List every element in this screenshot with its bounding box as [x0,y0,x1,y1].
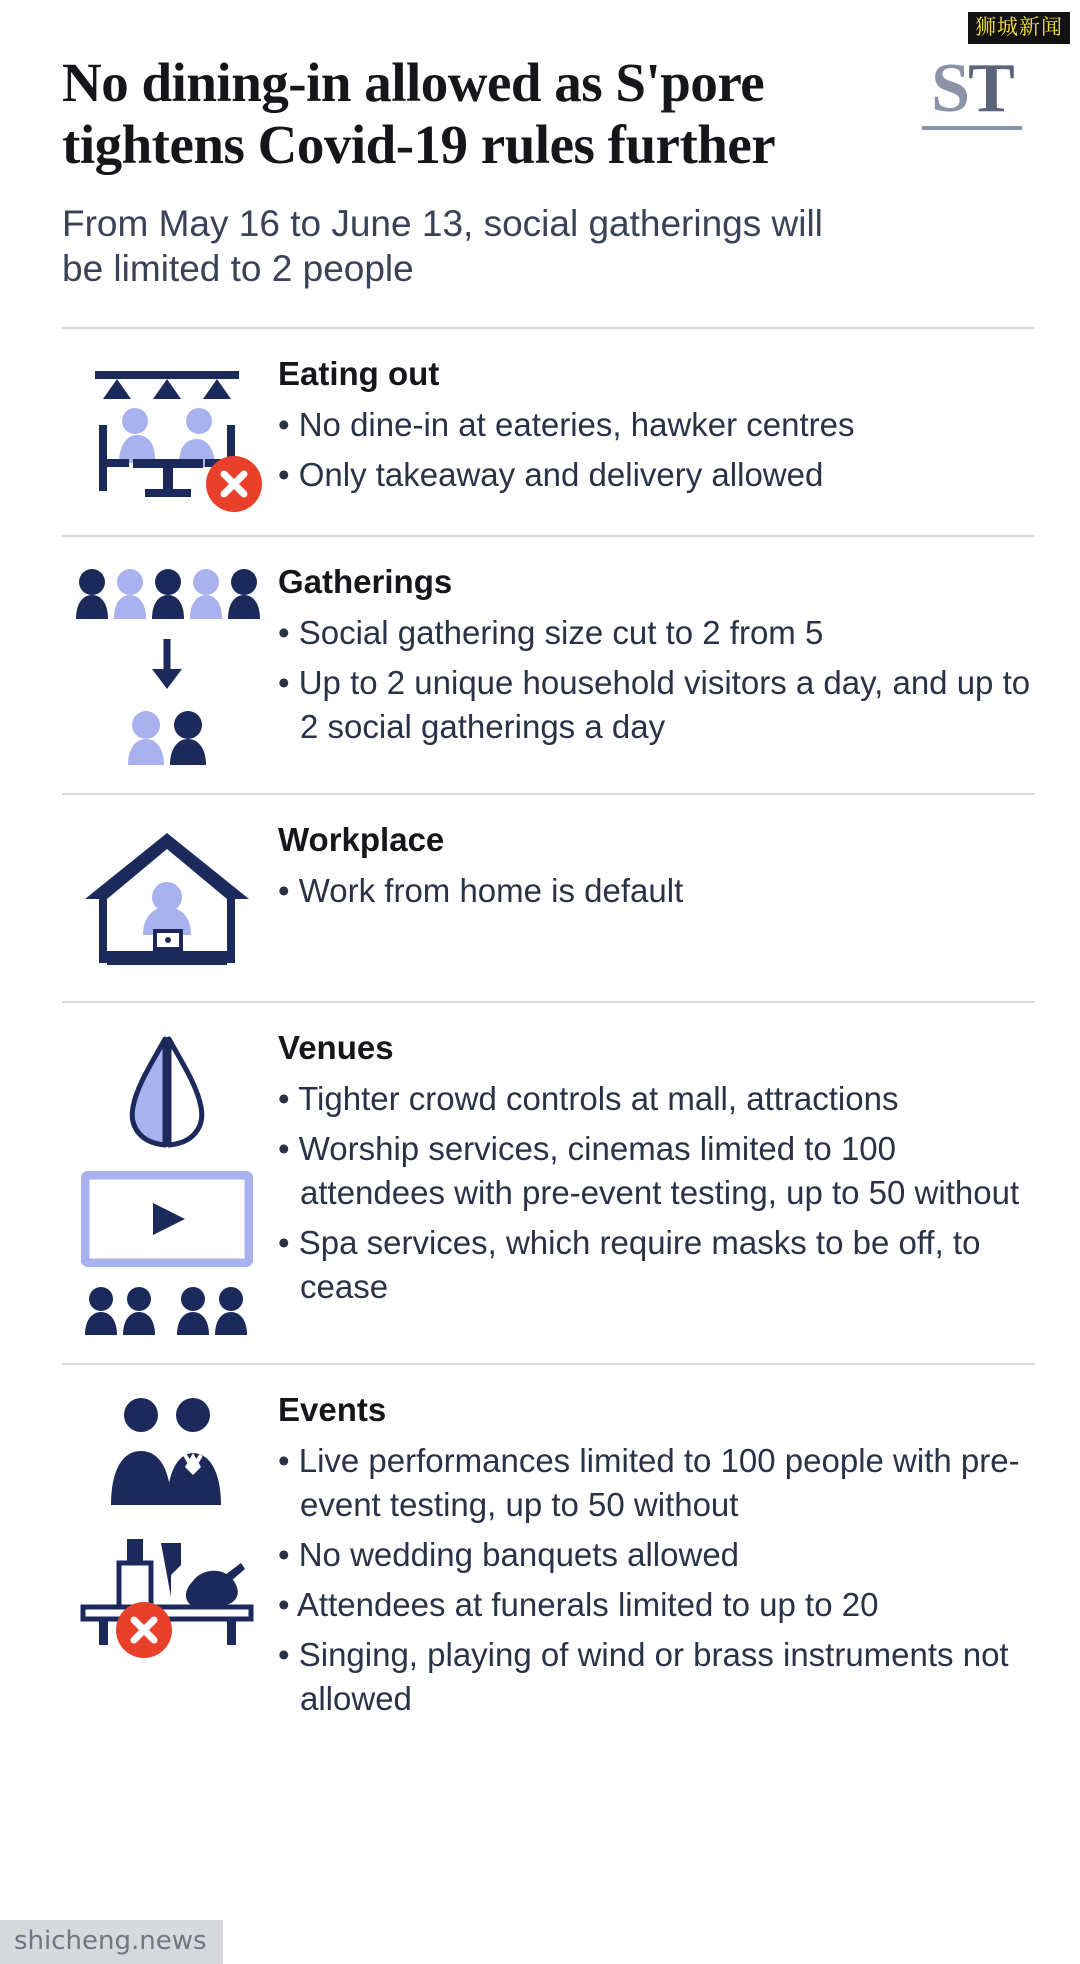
section-bullet: • Live performances limited to 100 people with pre-event testing, up to 50 without [278,1442,1020,1524]
section-bullet: • Work from home is default [278,872,684,910]
wedding-couple-icon [97,1395,237,1507]
section-eating-out [62,327,1035,535]
page-subtitle: From May 16 to June 13, social gatherings will be limited to 2 people [62,203,823,290]
section-title: Venues [278,1029,394,1067]
text-column [272,821,1035,919]
masthead-letter-s: S [931,50,969,127]
section-title: Events [278,1391,387,1429]
no-entry-icon [203,453,265,515]
straits-times-masthead [922,50,1022,130]
icon-column [62,563,272,767]
section-bullet: • Up to 2 unique household visitors a day, and up to 2 social gatherings a day [278,664,1031,746]
section-gatherings [62,535,1035,793]
praying-hands-icon [107,1033,227,1153]
text-column [272,355,1035,503]
section-title: Eating out [278,355,440,393]
section-bullet: • Attendees at funerals limited to up to 20 [278,1586,879,1624]
five-people-icon [74,567,260,621]
masthead-letters [922,50,1022,127]
icon-column [62,355,272,509]
down-arrow-icon [147,639,187,691]
icon-column [62,1029,272,1337]
section-bullet: • Singing, playing of wind or brass instruments not allowed [278,1635,1009,1717]
section-events [62,1363,1035,1752]
sections-list [40,327,1040,1752]
text-column [272,1391,1035,1726]
two-people-icon [122,709,212,767]
watermark-top-right: 狮城新闻 [968,12,1070,44]
section-bullet: • No dine-in at eateries, hawker centres [278,406,855,444]
section-bullet: • Tighter crowd controls at mall, attractions [278,1080,899,1118]
banquet-table-icon [75,1525,259,1645]
page-title: No dining-in allowed as S'pore tightens Covid-19 rules further [62,52,776,175]
section-title: Workplace [278,821,445,859]
section-workplace [62,793,1035,1001]
audience-seats-icon [81,1285,253,1337]
section-bullet: • Social gathering size cut to 2 from 5 [278,614,824,652]
icon-column [62,821,272,975]
section-bullet: • No wedding banquets allowed [278,1536,740,1574]
section-bullet: • Worship services, cinemas limited to 100 attendees with pre-event testing, up to 50 without [278,1130,1020,1212]
text-column [272,1029,1035,1314]
house-with-person-at-laptop-icon [77,825,257,975]
masthead-letter-t: T [968,50,1013,127]
section-venues [62,1001,1035,1363]
watermark-bottom-left: shicheng.news [0,1920,223,1964]
section-bullet: • Spa services, which require masks to be off, to cease [278,1224,981,1305]
text-column [272,563,1035,755]
section-title: Gatherings [278,563,453,601]
icon-column [62,1391,272,1645]
cinema-screen-play-icon [81,1171,253,1267]
no-entry-icon [113,1599,175,1661]
section-bullet: • Only takeaway and delivery allowed [278,456,824,494]
dining-table-with-people-icon [77,359,257,509]
